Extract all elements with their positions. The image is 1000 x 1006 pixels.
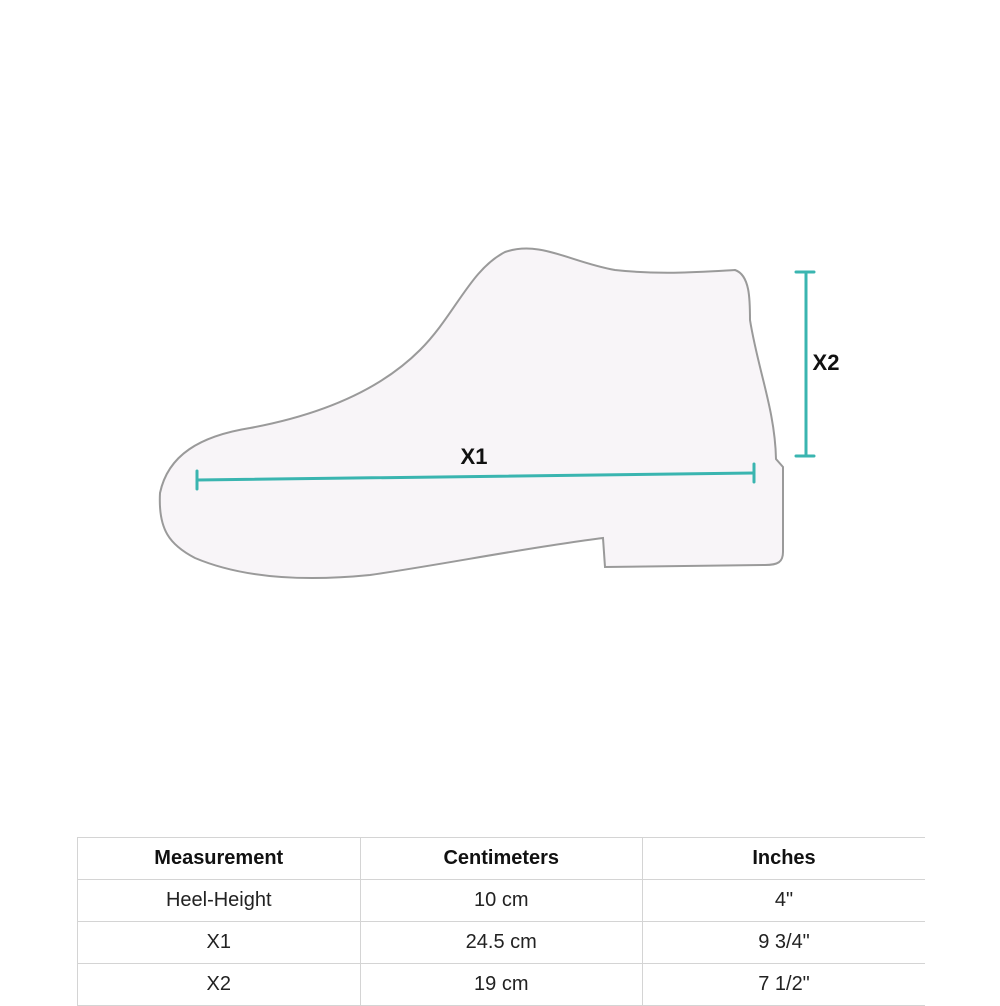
table-row xyxy=(78,964,926,1006)
table-cell: X2 xyxy=(78,964,361,1006)
x2-label: X2 xyxy=(812,350,840,375)
x1-label: X1 xyxy=(460,444,488,469)
table-cell: 7 1/2" xyxy=(643,964,926,1006)
table-cell: 4" xyxy=(643,880,926,922)
table-cell: Heel-Height xyxy=(78,880,361,922)
table-row xyxy=(78,922,926,964)
table-header-row xyxy=(78,838,926,880)
table-cell: 19 cm xyxy=(360,964,643,1006)
header-inches: Inches xyxy=(643,838,926,880)
table-row xyxy=(78,880,926,922)
table-cell: 10 cm xyxy=(360,880,643,922)
header-measurement: Measurement xyxy=(78,838,361,880)
shoe-outline xyxy=(160,248,783,578)
header-centimeters: Centimeters xyxy=(360,838,643,880)
x2-dimension-line xyxy=(796,272,814,456)
table-cell: X1 xyxy=(78,922,361,964)
table-cell: 24.5 cm xyxy=(360,922,643,964)
table-cell: 9 3/4" xyxy=(643,922,926,964)
size-table xyxy=(77,837,925,1006)
